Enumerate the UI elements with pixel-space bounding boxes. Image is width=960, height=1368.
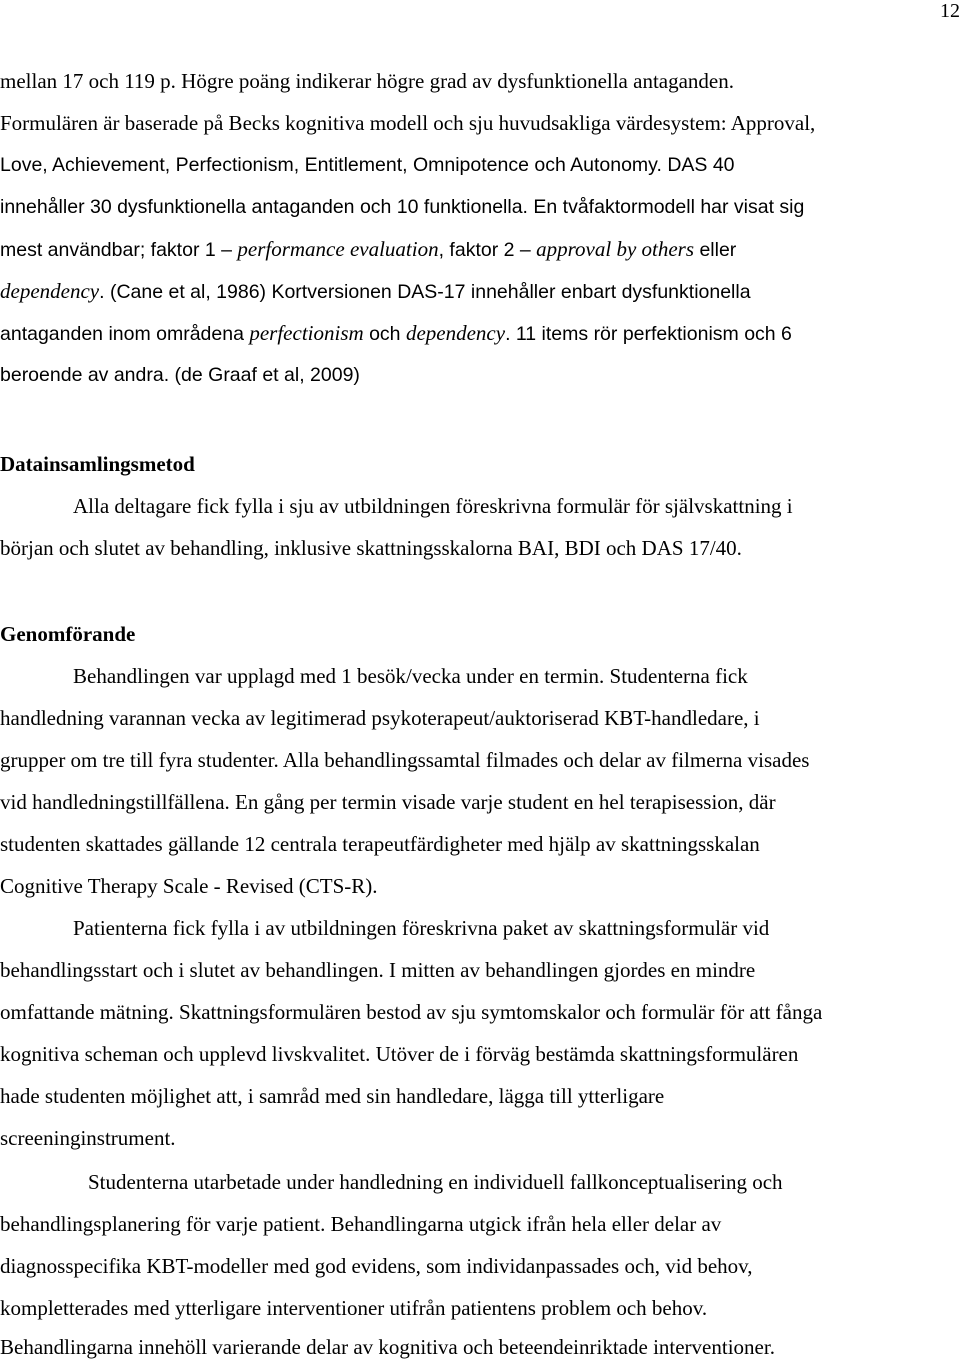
- paragraph-line: [0, 697, 960, 739]
- text-run: antaganden inom områdena: [0, 323, 250, 345]
- page-number: 12: [940, 0, 960, 22]
- paragraph-line: [0, 1075, 960, 1117]
- text-run: Alla deltagare fick fylla i sju av utbildningen föreskrivna formulär för självskattning i: [73, 494, 793, 518]
- paragraph-line: [0, 781, 960, 823]
- text-run: I mitten av behandlingen gjordes en mindre: [383, 958, 756, 982]
- paragraph-line: [0, 1326, 960, 1368]
- italic-term: dependency: [405, 321, 506, 345]
- text-run: mest användbar; faktor 1 –: [0, 239, 238, 261]
- text-run: Skattningsformulären bestod av sju symtomskalor och formulär för att fånga: [173, 1000, 823, 1024]
- text-run: Patienterna fick fylla i av utbildningen föreskrivna paket av skattningsformulär vid: [73, 916, 770, 940]
- paragraph-line: [0, 228, 960, 270]
- text-run: kompletterades med ytterligare interventioner utifrån patientens problem och behov.: [0, 1296, 708, 1320]
- text-run: början och slutet av behandling, inklusive skattningsskalorna BAI, BDI och DAS 17/40.: [0, 536, 742, 560]
- paragraph-line: [0, 865, 960, 907]
- text-run: [73, 655, 748, 697]
- paragraph-line: [0, 485, 960, 527]
- paragraph-line: [0, 144, 960, 186]
- text-run: Behandlingarna innehöll varierande delar av kognitiva och beteendeinriktade interventioner.: [0, 1335, 775, 1359]
- italic-term: perfectionism: [249, 321, 364, 345]
- section-heading: Datainsamlingsmetod: [0, 452, 195, 476]
- text-run: . 11 items rör perfektionism och 6: [505, 323, 792, 345]
- paragraph-line: [0, 655, 960, 697]
- text-run: omfattande mätning.: [0, 1000, 174, 1024]
- paragraph-line: [0, 1245, 960, 1287]
- text-run: , faktor 2 –: [438, 239, 537, 261]
- text-run: handledning varannan vecka av legitimerad psykoterapeut/auktoriserad KBT-handledare, i: [0, 706, 760, 730]
- text-run: Love, Achievement, Perfectionism, Entitlement, Omnipotence och Autonomy.: [0, 154, 662, 176]
- text-run: innehåller 30 dysfunktionella antaganden och 10 funktionella.: [0, 196, 528, 218]
- paragraph-line: [0, 186, 960, 228]
- text-run: och: [363, 323, 406, 345]
- text-run: Studenterna utarbetade under handledning en individuell fallkonceptualisering och: [88, 1170, 783, 1194]
- paragraph-line: [0, 739, 960, 781]
- text-run: DAS 40: [661, 154, 735, 176]
- section-heading: Genomförande: [0, 622, 136, 646]
- text-run: Utöver de i förväg bestämda skattningsformulären: [370, 1042, 799, 1066]
- text-run: grupper om tre till fyra studenter.: [0, 748, 279, 772]
- text-run: Studenterna fick: [604, 664, 748, 688]
- paragraph-line: [0, 1117, 960, 1159]
- text-run: Alla behandlingssamtal filmades och delar av filmerna visades: [278, 748, 810, 772]
- text-run: diagnosspecifika KBT-modeller med god evidens, som individanpassades och, vid behov,: [0, 1254, 753, 1278]
- text-run: screeninginstrument.: [0, 1126, 176, 1150]
- italic-term: performance evaluation: [237, 237, 439, 261]
- paragraph-line: [0, 907, 960, 949]
- paragraph-line: [0, 354, 960, 396]
- text-run: beroende av andra. (de Graaf et al, 2009): [0, 364, 360, 386]
- paragraph-line: [0, 1287, 960, 1329]
- paragraph-line: [0, 270, 960, 312]
- paragraph-line: [0, 823, 960, 865]
- paragraph-line: [0, 991, 960, 1033]
- text-run: eller: [694, 239, 737, 261]
- text-run: Behandlingen var upplagd med 1 besök/vecka under en termin.: [73, 664, 605, 688]
- text-run: Cognitive Therapy Scale - Revised (CTS-R).: [0, 874, 378, 898]
- italic-term: approval by others: [536, 237, 695, 261]
- italic-term: dependency: [0, 279, 100, 303]
- text-run: studenten skattades gällande 12 centrala terapeutfärdigheter med hjälp av skattningsskalan: [0, 832, 760, 856]
- paragraph-line: [0, 60, 960, 102]
- text-run: En tvåfaktormodell har visat sig: [527, 196, 805, 218]
- text-run: . (Cane et al, 1986) Kortversionen DAS-17 innehåller enbart dysfunktionella: [99, 281, 751, 303]
- paragraph-line: [0, 949, 960, 991]
- text-run: behandlingsstart och i slutet av behandlingen.: [0, 958, 384, 982]
- text-run: vid handledningstillfällena.: [0, 790, 230, 814]
- text-run: kognitiva scheman och upplevd livskvalitet.: [0, 1042, 371, 1066]
- text-run: Formulären är baserade på Becks kognitiva modell och sju huvudsakliga värdesystem: Approval,: [0, 111, 816, 135]
- paragraph-line: [0, 102, 960, 144]
- paragraph-line: [0, 312, 960, 354]
- text-run: hade studenten möjlighet att, i samråd med sin handledare, lägga till ytterligare: [0, 1084, 665, 1108]
- paragraph-line: [0, 1203, 960, 1245]
- text-run: En gång per termin visade varje student en hel terapisession, där: [229, 790, 776, 814]
- paragraph-line: [0, 1161, 960, 1203]
- paragraph-line: [0, 1033, 960, 1075]
- paragraph-line: [0, 527, 960, 569]
- text-run: behandlingsplanering för varje patient.: [0, 1212, 326, 1236]
- text-run: Behandlingarna utgick ifrån hela eller delar av: [325, 1212, 722, 1236]
- text-run: mellan 17 och 119 p. Högre poäng indikerar högre grad av dysfunktionella antaganden.: [0, 69, 734, 93]
